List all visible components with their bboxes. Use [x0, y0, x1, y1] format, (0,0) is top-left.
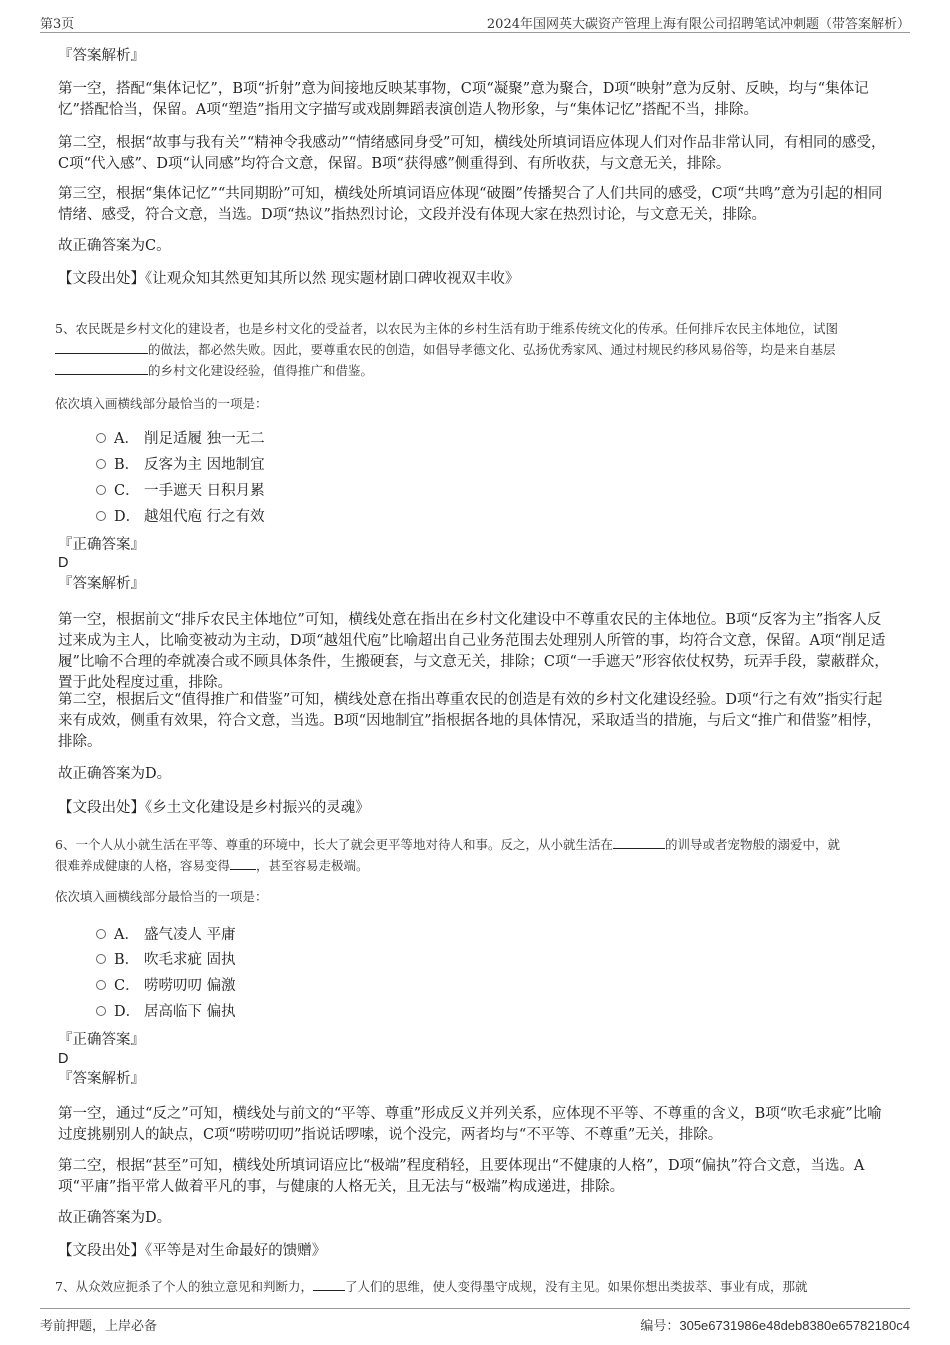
radio-icon[interactable]: [96, 954, 106, 964]
blank-line: [230, 855, 256, 870]
question-5-prompt: 依次填入画横线部分最恰当的一项是：: [55, 396, 268, 411]
footer-slogan: 考前押题，上岸必备: [40, 1319, 158, 1334]
radio-icon[interactable]: [96, 511, 106, 521]
q5-option-b[interactable]: B． 反客为主 因地制宜: [96, 455, 265, 475]
q5-analysis-p1: 第一空，根据前文“排斥农民主体地位”可知，横线处意在指出在乡村文化建设中不尊重农民的主体地位。B项“反客为主”指客人反过来成为主人，比喻变被动为主动，D项“越俎代庖”比喻超出自己业务范围去处理别人所管的事，均符合文意，保留。A项“削足适履”比喻不合理的牵就凑合或不顾具体条件，生搬硬套，与文意无关，排除；C项“一手遮天”形容依仗权势，玩弄手段，蒙蔽群众，置于此处程度过重，排除。: [58, 612, 889, 691]
q6-option-d[interactable]: D． 居高临下 偏执: [96, 1002, 236, 1022]
page-header: [40, 10, 910, 33]
prev-source: 【文段出处】《让观众知其然更知其所以然 现实题材剧口碑收视双丰收》: [58, 271, 520, 287]
q6-conclusion: 故正确答案为D。: [58, 1210, 172, 1226]
blank-line: [613, 834, 665, 849]
q5-answer: D: [58, 555, 69, 571]
document-title: 2024年国网英大碳资产管理上海有限公司招聘笔试冲刺题（带答案解析）: [486, 17, 910, 32]
q6-option-c[interactable]: C． 唠唠叨叨 偏激: [96, 976, 236, 996]
q6-option-a[interactable]: A． 盛气凌人 平庸: [96, 925, 236, 945]
document-code: 编号：305e6731986e48deb8380e65782180c4: [640, 1318, 910, 1334]
question-6-prompt: 依次填入画横线部分最恰当的一项是：: [55, 889, 268, 904]
q6-analysis-p2: 第二空，根据“甚至”可知，横线处所填词语应比“极端”程度稍轻，且要体现出“不健康的人格”，D项“偏执”符合文意，当选。A项“平庸”指平常人做着平凡的事，与健康的人格无关，且无法与“极端”构成递进，排除。: [58, 1158, 865, 1195]
prev-analysis-label: 『答案解析』: [58, 48, 145, 64]
radio-icon[interactable]: [96, 459, 106, 469]
radio-icon[interactable]: [96, 929, 106, 939]
prev-conclusion: 故正确答案为C。: [58, 238, 171, 254]
q5-correct-label: 『正确答案』: [58, 537, 145, 553]
radio-icon[interactable]: [96, 1006, 106, 1016]
q6-analysis-p1: 第一空，通过“反之”可知，横线处与前文的“平等、尊重”形成反义并列关系，应体现不平等、不尊重的含义，B项“吹毛求疵”比喻过度挑剔别人的缺点，C项“唠唠叨叨”指说话啰嗦，说个没完，两者均与“不平等、不尊重”无关，排除。: [58, 1106, 882, 1143]
question-6-stem: 6、一个人从小就生活在平等、尊重的环境中，长大了就会更平等地对待人和事。反之，从小就生活在 的训导或者宠物般的溺爱中，就 很难养成健康的人格，容易变得 ，甚至容易走极端。: [55, 834, 895, 876]
blank-line: [55, 360, 148, 375]
q5-source: 【文段出处】《乡土文化建设是乡村振兴的灵魂》: [58, 800, 370, 816]
prev-analysis-p3: 第三空，根据“集体记忆”“共同期盼”可知，横线处所填词语应体现“破圈”传播契合了人们共同的感受，C项“共鸣”意为引起的相同情绪、感受，符合文意，当选。D项“热议”指热烈讨论，文段并没有体现大家在热烈讨论，与文意无关，排除。: [58, 186, 883, 223]
page-number: 第3页: [40, 17, 75, 32]
q6-source: 【文段出处】《平等是对生命最好的馈赠》: [58, 1243, 327, 1259]
q6-analysis-label: 『答案解析』: [58, 1071, 145, 1087]
radio-icon[interactable]: [96, 980, 106, 990]
blank-line: [313, 1276, 345, 1291]
q6-option-b[interactable]: B． 吹毛求疵 固执: [96, 950, 236, 970]
q5-option-d[interactable]: D． 越俎代庖 行之有效: [96, 507, 265, 527]
prev-analysis-p1: 第一空，搭配“集体记忆”，B项“折射”意为间接地反映某事物，C项“凝聚”意为聚合，D项“映射”意为反射、反映，均与“集体记忆”搭配恰当，保留。A项“塑造”指用文字描写或戏剧舞蹈表演创造人物形象，与“集体记忆”搭配不当，排除。: [58, 81, 869, 118]
q6-correct-label: 『正确答案』: [58, 1032, 145, 1048]
q5-conclusion: 故正确答案为D。: [58, 766, 172, 782]
radio-icon[interactable]: [96, 485, 106, 495]
question-7-stem: 7、从众效应扼杀了个人的独立意见和判断力， 了人们的思维，使人变得墨守成规，没有主见。如果你想出类拔萃、事业有成，那就: [55, 1276, 895, 1297]
q5-analysis-p2: 第二空，根据后文“值得推广和借鉴”可知，横线处意在指出尊重农民的创造是有效的乡村文化建设经验。D项“行之有效”指实行起来有成效，侧重有效果，符合文意，当选。B项“因地制宜”指根据各地的具体情况，采取适当的措施，与后文“推广和借鉴”相悖，排除。: [58, 692, 883, 750]
page-footer: [40, 1308, 910, 1335]
q5-option-a[interactable]: A． 削足适履 独一无二: [96, 429, 265, 449]
blank-line: [55, 339, 148, 354]
q5-analysis-label: 『答案解析』: [58, 576, 145, 592]
q5-option-c[interactable]: C． 一手遮天 日积月累: [96, 481, 265, 501]
radio-icon[interactable]: [96, 433, 106, 443]
q6-answer: D: [58, 1051, 69, 1067]
prev-analysis-p2: 第二空，根据“故事与我有关”“精神令我感动”“情绪感同身受”可知，横线处所填词语应体现人们对作品非常认同，有相同的感受，C项“代入感”、D项“认同感”均符合文意，保留。B项“获得感”侧重得到、有所收获，与文意无关，排除。: [58, 135, 886, 172]
question-5-stem: 5、农民既是乡村文化的建设者，也是乡村文化的受益者，以农民为主体的乡村生活有助于维系传统文化的传承。任何排斥农民主体地位，试图的做法，都必然失败。因此，要尊重农民的创造，如倡导孝德文化、弘扬优秀家风、通过村规民约移风易俗等，均是来自基层的乡村文化建设经验，值得推广和借鉴。: [55, 321, 838, 378]
